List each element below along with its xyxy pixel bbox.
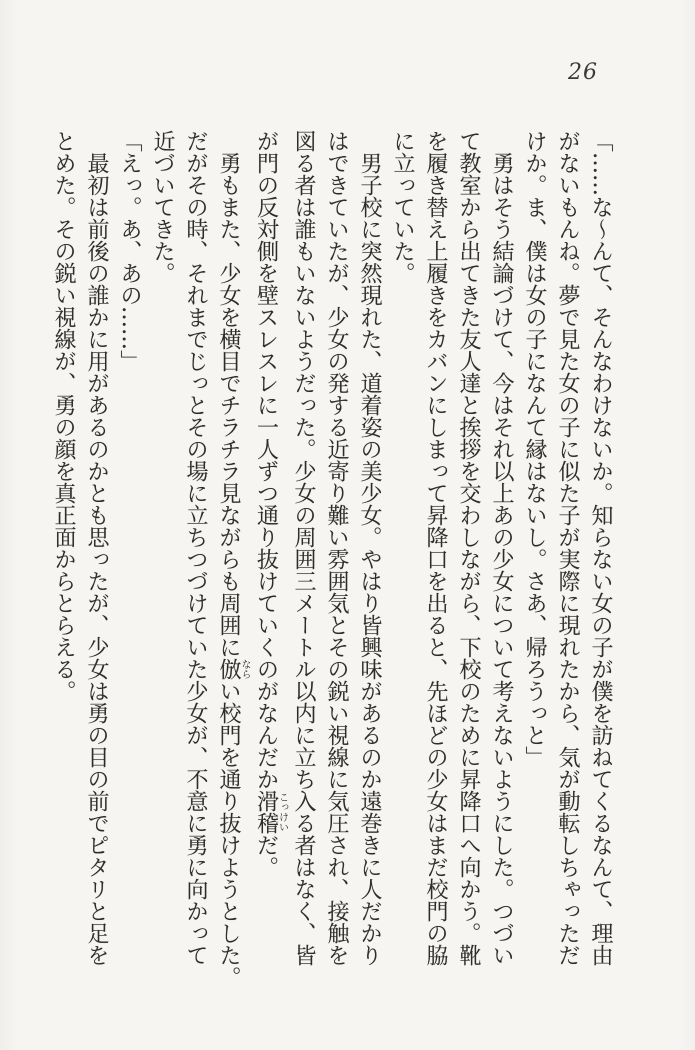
text-line: 最初は前後の誰かに用があるのかとも思ったが、少女は勇の目の前でピタリと足を (84, 130, 109, 966)
text-line: とめた。その鋭い視線が、勇の顔を真正面からとらえる。 (51, 130, 76, 702)
text-line: けか。ま、僕は女の子になんて縁はないし。さあ、帰ろうっと」 (522, 130, 547, 768)
text-line: 男子校に突然現れた、道着姿の美少女。やはり皆興味があるのか遠巻きに人だかり (357, 130, 382, 966)
text-line: に立っていた。 (390, 130, 415, 284)
furigana-annotated-word: 滑稽こっけい (253, 790, 288, 834)
text-line: 「えっ。あ、あの……」 (117, 130, 142, 372)
text-line: 近づいてきた。 (150, 130, 175, 284)
text-line: はできていたが、少女の発する近寄り難い雰囲気とその鋭い視線に気圧され、接触を (324, 130, 349, 966)
text-line: て教室から出てきた友人達と挨拶を交わしながら、下校のために昇降口へ向かう。靴 (456, 130, 481, 966)
page-number: 26 (568, 60, 598, 85)
text-line: 図る者は誰もいないようだった。少女の周囲三メートル以内に立ち入る者はなく、皆 (291, 130, 316, 966)
text-line: がないもんね。夢で見た女の子に似た子が実際に現れたから、気が動転しちゃっただ (555, 130, 580, 966)
text-line: だがその時、それまでじっとその場に立ちつづけていた少女が、不意に勇に向かって (183, 130, 208, 966)
furigana-annotated-word: 倣なら (216, 658, 250, 680)
body-text (51, 130, 617, 990)
text-line: 勇はそう結論づけて、今はそれ以上あの少女について考えないようにした。つづい (489, 130, 514, 966)
text-line: を履き替え上履きをカバンにしまって昇降口を出ると、先ほどの少女はまだ校門の脇 (423, 130, 448, 966)
text-line: が門の反対側を壁スレスレに一人ずつ通り抜けていくのがなんだか滑稽こっけいだ。 (253, 130, 288, 878)
text-line: 「……な～んて、そんなわけないか。知らない女の子が僕を訪ねてくるなんて、理由 (588, 130, 613, 966)
text-line: 勇もまた、少女を横目でチラチラ見ながらも周囲に倣ならい校門を通り抜けようとした。 (216, 130, 250, 988)
